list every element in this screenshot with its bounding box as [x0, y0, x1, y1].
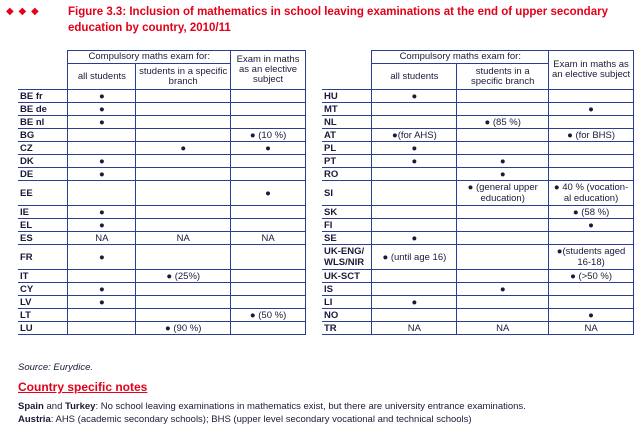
cell-specific-branch: [136, 129, 231, 142]
cell-elective: [549, 155, 634, 168]
note-text: : AHS (academic secondary schools); BHS (upper level secondary vocational and technical schools): [50, 414, 472, 425]
cell-all-students: ●: [68, 116, 136, 129]
table-row: [322, 270, 634, 283]
table-row: [18, 296, 306, 309]
table-row: [322, 283, 634, 296]
cell-all-students: ● (until age 16): [372, 245, 457, 270]
cell-all-students: ●: [68, 206, 136, 219]
cell-specific-branch: [136, 168, 231, 181]
cell-specific-branch: [136, 103, 231, 116]
cell-elective: ●: [549, 103, 634, 116]
country-code: NL: [322, 116, 372, 129]
table-row: [18, 155, 306, 168]
table-row: [18, 103, 306, 116]
country-code: HU: [322, 90, 372, 103]
table-row: [18, 181, 306, 206]
cell-elective: ●(students aged 16-18): [549, 245, 634, 270]
country-code: FI: [322, 219, 372, 232]
table-row: [322, 309, 634, 322]
country-code: UK-SCT: [322, 270, 372, 283]
cell-elective: [231, 90, 306, 103]
cell-all-students: [68, 142, 136, 155]
table-row: [18, 168, 306, 181]
country-code: BE nl: [18, 116, 68, 129]
table-row: [322, 245, 634, 270]
cell-specific-branch: ● (90 %): [136, 322, 231, 335]
country-code: RO: [322, 168, 372, 181]
cell-elective: [231, 206, 306, 219]
cell-elective: [549, 296, 634, 309]
country-code: TR: [322, 322, 372, 335]
cell-specific-branch: NA: [136, 232, 231, 245]
cell-specific-branch: ● (85 %): [457, 116, 549, 129]
left-table: [18, 50, 306, 335]
cell-all-students: [372, 206, 457, 219]
cell-elective: [549, 142, 634, 155]
source-text: Eurydice.: [53, 362, 93, 373]
country-code: ES: [18, 232, 68, 245]
cell-specific-branch: [457, 129, 549, 142]
cell-all-students: ●: [372, 90, 457, 103]
table-row: [322, 168, 634, 181]
country-code: CZ: [18, 142, 68, 155]
cell-specific-branch: ● (general upper education): [457, 181, 549, 206]
country-code: DE: [18, 168, 68, 181]
cell-all-students: ●: [68, 283, 136, 296]
cell-all-students: [372, 219, 457, 232]
cell-all-students: NA: [372, 322, 457, 335]
note-country: Austria: [18, 414, 51, 425]
country-code: BE de: [18, 103, 68, 116]
table-row: [18, 219, 306, 232]
cell-all-students: ●: [68, 103, 136, 116]
cell-elective: [231, 155, 306, 168]
table-row: [18, 116, 306, 129]
cell-elective: [549, 283, 634, 296]
cell-all-students: [68, 129, 136, 142]
note-austria: [18, 414, 472, 425]
table-row: [18, 90, 306, 103]
cell-specific-branch: [457, 309, 549, 322]
cell-elective: [549, 232, 634, 245]
cell-elective: ●: [231, 142, 306, 155]
cell-all-students: [68, 309, 136, 322]
cell-specific-branch: [457, 90, 549, 103]
cell-elective: ● (>50 %): [549, 270, 634, 283]
cell-specific-branch: [136, 90, 231, 103]
cell-all-students: ●: [68, 296, 136, 309]
table-row: [18, 322, 306, 335]
table-row: [322, 116, 634, 129]
table-row: [18, 206, 306, 219]
cell-elective: ● 40 % (vocation-al education): [549, 181, 634, 206]
cell-specific-branch: [457, 219, 549, 232]
cell-specific-branch: [136, 181, 231, 206]
cell-elective: ● (10 %): [231, 129, 306, 142]
cell-specific-branch: [136, 155, 231, 168]
cell-all-students: ●: [372, 296, 457, 309]
right-table: [322, 50, 634, 335]
country-code: CY: [18, 283, 68, 296]
cell-specific-branch: [457, 232, 549, 245]
table-row: [322, 103, 634, 116]
table-row: [18, 232, 306, 245]
cell-specific-branch: [136, 283, 231, 296]
country-code: IS: [322, 283, 372, 296]
cell-elective: [549, 90, 634, 103]
table-row: [18, 270, 306, 283]
cell-elective: [549, 168, 634, 181]
cell-all-students: ●: [372, 155, 457, 168]
country-code: SE: [322, 232, 372, 245]
cell-elective: ●: [549, 309, 634, 322]
cell-elective: [231, 296, 306, 309]
hdr-specific-branch: students in a specific branch: [136, 64, 231, 90]
table-row: [322, 322, 634, 335]
table-row: [322, 129, 634, 142]
cell-all-students: [372, 103, 457, 116]
country-code: PT: [322, 155, 372, 168]
country-code: UK-ENG/ WLS/NIR: [322, 245, 372, 270]
cell-specific-branch: [136, 116, 231, 129]
cell-specific-branch: ●: [457, 168, 549, 181]
country-code: LT: [18, 309, 68, 322]
cell-all-students: ●: [372, 232, 457, 245]
cell-all-students: ●: [68, 245, 136, 270]
cell-specific-branch: [136, 309, 231, 322]
cell-specific-branch: [457, 270, 549, 283]
country-code: BG: [18, 129, 68, 142]
country-code: IE: [18, 206, 68, 219]
country-code: IT: [18, 270, 68, 283]
cell-all-students: ●: [372, 142, 457, 155]
cell-elective: [231, 219, 306, 232]
country-code: BE fr: [18, 90, 68, 103]
table-row: [322, 142, 634, 155]
cell-all-students: [372, 181, 457, 206]
cell-elective: [231, 322, 306, 335]
cell-elective: [231, 245, 306, 270]
note-text: : No school leaving examinations in mathematics exist, but there are university entrance examinations.: [95, 401, 526, 412]
country-code: LI: [322, 296, 372, 309]
notes-heading: Country specific notes: [18, 380, 148, 394]
table-row: [18, 129, 306, 142]
diamond-marker-icon: ◆ ◆ ◆: [6, 6, 40, 17]
cell-elective: NA: [549, 322, 634, 335]
country-code: EE: [18, 181, 68, 206]
cell-elective: ● (50 %): [231, 309, 306, 322]
hdr-elective: Exam in maths as an elective subject: [231, 51, 306, 90]
hdr-all-students: all students: [68, 64, 136, 90]
cell-elective: [231, 103, 306, 116]
cell-elective: [231, 168, 306, 181]
cell-all-students: [68, 181, 136, 206]
cell-elective: ●: [231, 181, 306, 206]
country-code: LV: [18, 296, 68, 309]
cell-all-students: [68, 270, 136, 283]
table-row: [322, 181, 634, 206]
cell-elective: NA: [231, 232, 306, 245]
table-row: [322, 90, 634, 103]
country-code: EL: [18, 219, 68, 232]
source-label: Source:: [18, 362, 51, 373]
cell-specific-branch: [136, 245, 231, 270]
table-row: [18, 283, 306, 296]
country-code: SI: [322, 181, 372, 206]
note-joiner: and: [43, 401, 66, 412]
table-row: [322, 219, 634, 232]
cell-specific-branch: [457, 296, 549, 309]
cell-elective: ● (58 %): [549, 206, 634, 219]
cell-elective: [231, 283, 306, 296]
cell-all-students: ●(for AHS): [372, 129, 457, 142]
cell-elective: [231, 270, 306, 283]
cell-specific-branch: [136, 296, 231, 309]
country-code: SK: [322, 206, 372, 219]
hdr-elective: Exam in maths as an elective subject: [549, 51, 634, 90]
note-spain-turkey: [18, 401, 526, 412]
table-row: [322, 232, 634, 245]
cell-specific-branch: [457, 103, 549, 116]
cell-specific-branch: [457, 142, 549, 155]
country-code: LU: [18, 322, 68, 335]
cell-all-students: [372, 283, 457, 296]
cell-specific-branch: ●: [457, 155, 549, 168]
cell-elective: [231, 116, 306, 129]
cell-all-students: [372, 168, 457, 181]
cell-all-students: NA: [68, 232, 136, 245]
table-row: [322, 206, 634, 219]
note-country: Turkey: [65, 401, 96, 412]
cell-elective: ● (for BHS): [549, 129, 634, 142]
figure-title: Figure 3.3: Inclusion of mathematics in school leaving examinations at the end of upper secondary education by country, 2010/11: [68, 6, 608, 34]
country-code: FR: [18, 245, 68, 270]
hdr-all-students: all students: [372, 64, 457, 90]
cell-specific-branch: ●: [457, 283, 549, 296]
table-row: [18, 142, 306, 155]
cell-specific-branch: ● (25%): [136, 270, 231, 283]
cell-specific-branch: [457, 206, 549, 219]
cell-specific-branch: ●: [136, 142, 231, 155]
cell-specific-branch: [136, 206, 231, 219]
cell-elective: ●: [549, 219, 634, 232]
note-country: Spain: [18, 401, 44, 412]
cell-all-students: [372, 309, 457, 322]
cell-all-students: [68, 322, 136, 335]
country-code: MT: [322, 103, 372, 116]
cell-specific-branch: [457, 245, 549, 270]
cell-all-students: ●: [68, 90, 136, 103]
cell-all-students: [372, 270, 457, 283]
country-code: NO: [322, 309, 372, 322]
table-row: [18, 245, 306, 270]
hdr-compulsory: Compulsory maths exam for:: [372, 51, 549, 64]
table-row: [322, 296, 634, 309]
cell-specific-branch: [136, 219, 231, 232]
cell-all-students: ●: [68, 168, 136, 181]
hdr-compulsory: Compulsory maths exam for:: [68, 51, 231, 64]
source-line: [18, 362, 93, 373]
cell-specific-branch: NA: [457, 322, 549, 335]
hdr-specific-branch: students in a specific branch: [457, 64, 549, 90]
cell-all-students: ●: [68, 155, 136, 168]
country-code: AT: [322, 129, 372, 142]
table-row: [322, 155, 634, 168]
country-code: DK: [18, 155, 68, 168]
table-row: [18, 309, 306, 322]
country-code: PL: [322, 142, 372, 155]
cell-all-students: [372, 116, 457, 129]
cell-elective: [549, 116, 634, 129]
cell-all-students: ●: [68, 219, 136, 232]
